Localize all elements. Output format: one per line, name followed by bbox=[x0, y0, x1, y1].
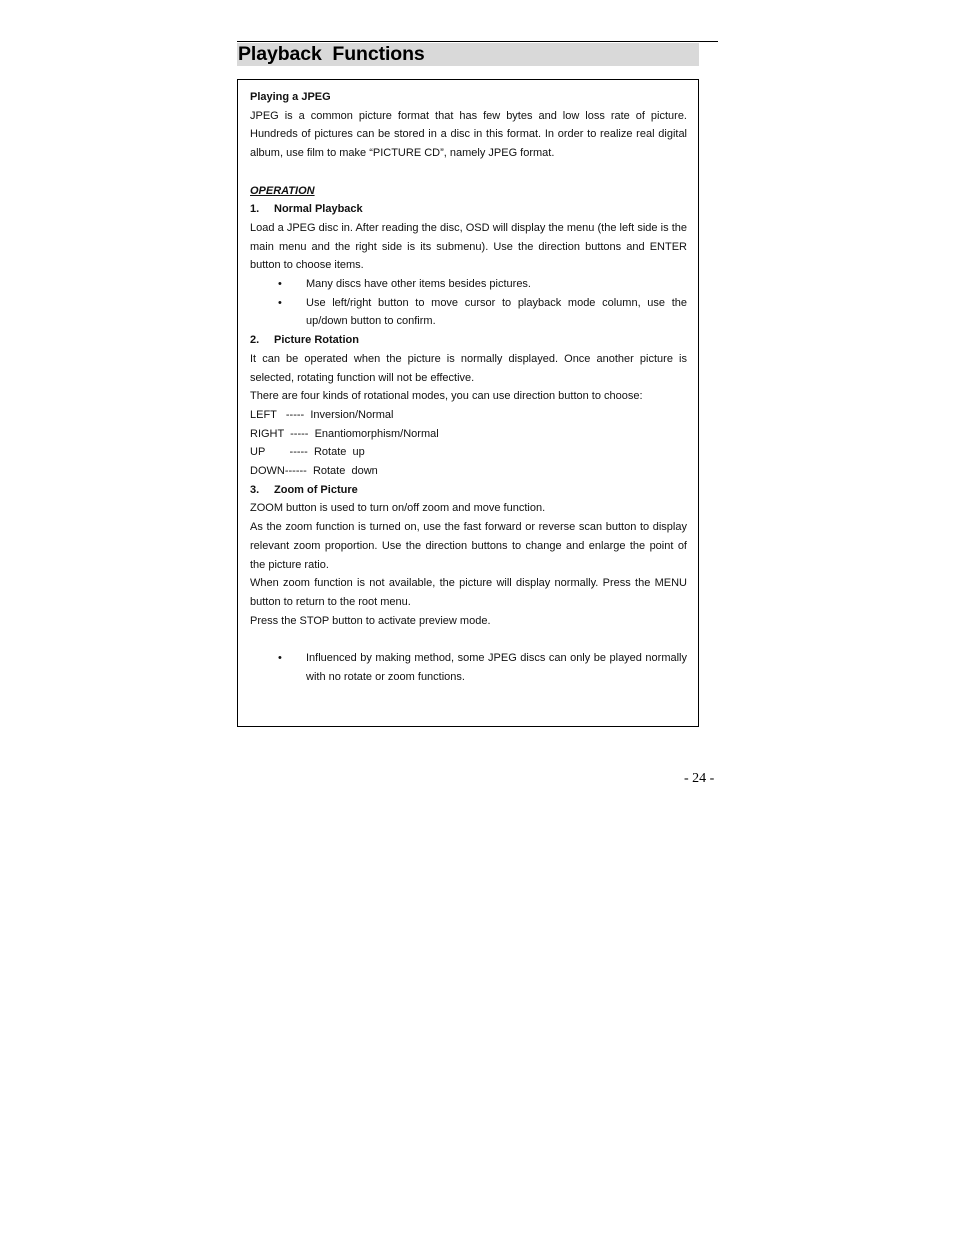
item-heading-normal-playback bbox=[250, 200, 687, 219]
rotation-mode-up bbox=[250, 443, 687, 462]
item-heading-zoom-of-picture bbox=[250, 481, 687, 500]
paragraph: When zoom function is not available, the picture will display normally. Press the MENU button to return to the root menu. bbox=[250, 577, 687, 608]
list-item bbox=[250, 275, 687, 294]
paragraph: There are four kinds of rotational modes, you can use direction button to choose: bbox=[250, 390, 643, 403]
rotation-mode-right bbox=[250, 425, 687, 444]
item-number: 3. bbox=[250, 483, 260, 496]
list-item bbox=[250, 649, 687, 686]
paragraph: Load a JPEG disc in. After reading the disc, OSD will display the menu (the left side is the main menu and the right side is its submenu). Use the direction buttons and ENTER button to choose items. bbox=[250, 221, 687, 272]
item-number: 2. bbox=[250, 334, 260, 347]
mode-value: Rotate down bbox=[312, 465, 378, 478]
item-title: Zoom of Picture bbox=[274, 483, 358, 496]
bullet-icon: • bbox=[278, 278, 282, 291]
bullet-list bbox=[250, 275, 687, 331]
bullet-text: Influenced by making method, some JPEG discs can only be played normally with no rotate or zoom functions. bbox=[306, 652, 687, 683]
title-bar bbox=[237, 43, 699, 66]
mode-value: Rotate up bbox=[313, 446, 365, 459]
rotation-mode-left bbox=[250, 406, 687, 425]
spacer bbox=[250, 163, 687, 182]
header-rule bbox=[237, 41, 718, 42]
bullet-text: Use left/right button to move cursor to playback mode column, use the up/down button to confirm. bbox=[306, 296, 687, 328]
bullet-text: Many discs have other items besides pictures. bbox=[306, 278, 531, 291]
item-title: Picture Rotation bbox=[274, 334, 359, 347]
page-title: Playback Functions bbox=[238, 43, 425, 65]
bullet-list bbox=[250, 649, 687, 686]
paragraph: It can be operated when the picture is normally displayed. Once another picture is selected, rotating function will not be effective. bbox=[250, 352, 687, 384]
paragraph: As the zoom function is turned on, use the fast forward or reverse scan button to display relevant zoom proportion. Use the direction buttons to change and enlarge the point of the picture ratio. bbox=[250, 521, 687, 571]
mode-key: LEFT ----- bbox=[250, 408, 305, 421]
mode-value: Inversion/Normal bbox=[310, 408, 394, 421]
operation-label: OPERATION bbox=[250, 184, 315, 197]
bullet-icon: • bbox=[278, 652, 282, 665]
rotation-mode-down bbox=[250, 462, 687, 481]
spacer bbox=[250, 630, 687, 649]
paragraph: ZOOM button is used to turn on/off zoom and move function. bbox=[250, 502, 546, 515]
list-item bbox=[250, 294, 687, 331]
page-number: - 24 - bbox=[684, 771, 715, 786]
item-number: 1. bbox=[250, 203, 260, 216]
intro-paragraph: JPEG is a common picture format that has few bytes and low loss rate of picture. Hundreds of pictures can be stored in a disc in this format. In order to realize real digital album, use film to make “PICTURE CD”, namely JPEG format. bbox=[250, 109, 687, 160]
mode-key: UP ----- bbox=[250, 446, 308, 459]
mode-key: DOWN------ bbox=[250, 465, 307, 478]
section-heading: Playing a JPEG bbox=[250, 91, 331, 103]
bullet-icon: • bbox=[278, 296, 282, 309]
item-heading-picture-rotation bbox=[250, 331, 687, 350]
content-box bbox=[237, 79, 699, 727]
item-title: Normal Playback bbox=[274, 203, 363, 216]
paragraph: Press the STOP button to activate preview mode. bbox=[250, 614, 491, 627]
content-body bbox=[250, 88, 687, 686]
mode-key: RIGHT ----- bbox=[250, 427, 309, 440]
mode-value: Enantiomorphism/Normal bbox=[314, 427, 439, 440]
